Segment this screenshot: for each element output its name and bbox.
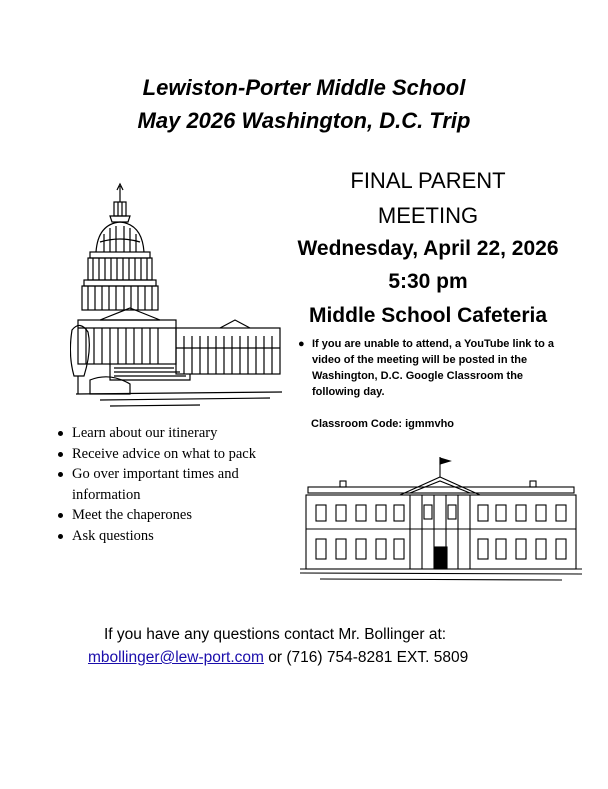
contact-line: If you have any questions contact Mr. Bollinger at: — [104, 626, 447, 643]
meeting-heading-line2: MEETING — [377, 203, 479, 228]
school-title: Lewiston-Porter Middle School — [142, 75, 466, 100]
bullet-icon: ● — [298, 338, 305, 350]
recording-note — [298, 336, 566, 400]
contact-details — [88, 649, 468, 667]
meeting-location: Middle School Cafeteria — [308, 304, 548, 327]
meeting-heading-line1: FINAL PARENT — [350, 168, 506, 193]
list-item: Ask questions — [56, 526, 286, 547]
phone-text: or (716) 754-8281 EXT. 5809 — [263, 649, 469, 666]
capitol-icon — [70, 180, 285, 415]
list-item: Receive advice on what to pack — [56, 444, 286, 465]
white-house-icon — [300, 455, 582, 583]
list-item: Learn about our itinerary — [56, 423, 286, 444]
list-item: Meet the chaperones — [56, 505, 286, 526]
trip-title: May 2026 Washington, D.C. Trip — [137, 108, 471, 133]
classroom-code: Classroom Code: igmmvho — [311, 418, 455, 430]
list-item: Go over important times and information — [56, 464, 286, 505]
email-link[interactable]: mbollinger@lew-port.com — [88, 649, 264, 666]
agenda-list — [56, 423, 286, 546]
recording-note-text: If you are unable to attend, a YouTube link to a video of the meeting will be posted in the Washington, D.C. Google Classroom the following day. — [312, 338, 555, 398]
upper-windows — [316, 505, 566, 521]
meeting-date: Wednesday, April 22, 2026 — [297, 237, 559, 260]
meeting-time: 5:30 pm — [388, 270, 468, 293]
